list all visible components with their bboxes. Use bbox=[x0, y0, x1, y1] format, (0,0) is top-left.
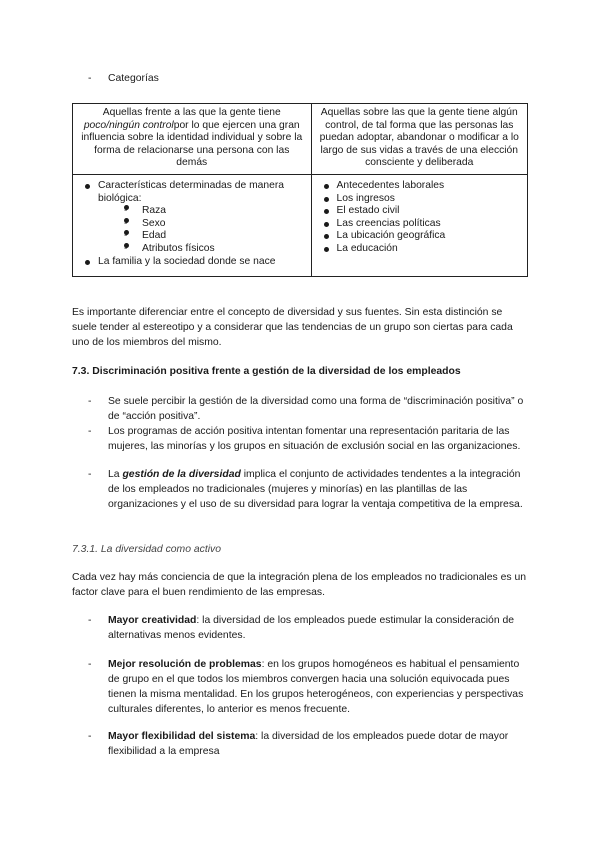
dash-marker: - bbox=[88, 731, 92, 742]
list-item: La ubicación geográfica bbox=[337, 230, 523, 243]
section-item-1: - Se suele percibir la gestión de la diversidad como una forma de “discriminación positiva” o de “acción positiva”. bbox=[88, 396, 524, 422]
list-item: - Edad bbox=[142, 230, 306, 243]
benefit-title: Mejor resolución de problemas bbox=[108, 659, 262, 670]
table-header-right: Aquellas sobre las que la gente tiene algún control, de tal forma que las personas las puedan adoptar, abandonar o modificar a lo largo de sus vidas a través de una elección consciente y deliberada bbox=[311, 104, 528, 175]
benefit-title: Mayor creatividad bbox=[108, 615, 197, 626]
categorias-label: Categorías bbox=[108, 73, 159, 84]
table-cell-right bbox=[311, 174, 528, 276]
section-item-3: - La gestión de la diversidad implica el conjunto de actividades tendentes a la integración de los empleados no tradicionales (mujeres y minorías) en las plantillas de las organizaciones y el uso de su diversidad para lograr la ventaja competitiva de la empresa. bbox=[88, 469, 523, 510]
dash-marker: - bbox=[88, 615, 92, 626]
table-cell-left bbox=[73, 174, 312, 276]
gestion-term: gestión de la diversidad bbox=[122, 469, 241, 480]
italic-emphasis: poco/ningún control bbox=[83, 119, 174, 131]
list-item: - Atributos físicos bbox=[142, 243, 306, 256]
dash-marker: - bbox=[88, 469, 92, 480]
list-item: La familia y la sociedad donde se nace bbox=[98, 256, 306, 269]
list-item: Los ingresos bbox=[337, 193, 523, 206]
list-item: El estado civil bbox=[337, 205, 523, 218]
list-item: - Raza bbox=[142, 205, 306, 218]
benefit-title: Mayor flexibilidad del sistema bbox=[108, 731, 256, 742]
list-item: - Sexo bbox=[142, 218, 306, 231]
list-item: La educación bbox=[337, 243, 523, 256]
benefit-item-2: - Mejor resolución de problemas: en los grupos homogéneos es habitual el pensamiento de grupo en el que todos los miembros convergen hacia una solución equivocada pues tienen la misma mentalidad. En los grupos heterogéneos, con experiencias y perspectivas culturales diferentes, lo anterior es menos frecuente. bbox=[88, 659, 524, 715]
subsection-heading: 7.3.1. La diversidad como activo bbox=[72, 544, 222, 555]
intro-paragraph: Es importante diferenciar entre el concepto de diversidad y sus fuentes. Sin esta distinción se suele tender al estereotipo y a considerar que las tendencias de un grupo son ciertas para cada uno de los miembros del mismo. bbox=[72, 307, 513, 348]
categorias-item bbox=[88, 71, 528, 86]
activo-paragraph: Cada vez hay más conciencia de que la integración plena de los empleados no tradicionales es un factor clave para el buen rendimiento de las empresas. bbox=[72, 572, 527, 598]
categories-table bbox=[72, 103, 528, 277]
table-header-left: Aquellas frente a las que la gente tiene poco/ningún controlpor lo que ejercen una gran influencia sobre la identidad individual y sobre la forma de relacionarse una persona con las demás bbox=[73, 104, 312, 175]
list-item: Características determinadas de manera biológica: - Raza - Sexo - Edad - Atributos físicos bbox=[98, 180, 306, 256]
list-item: Las creencias políticas bbox=[337, 218, 523, 231]
section-item-2: - Los programas de acción positiva intentan fomentar una representación paritaria de las mujeres, las minorías y los grupos en situación de exclusión social en las organizaciones. bbox=[88, 426, 521, 452]
dash-marker: - bbox=[88, 426, 92, 437]
section-heading: 7.3. Discriminación positiva frente a gestión de la diversidad de los empleados bbox=[72, 366, 461, 377]
dash-marker: - bbox=[88, 659, 92, 670]
benefit-item-1: - Mayor creatividad: la diversidad de los empleados puede estimular la consideración de alternativas menos evidentes. bbox=[88, 615, 515, 641]
dash-marker: - bbox=[88, 396, 92, 407]
dash-marker: - bbox=[88, 73, 92, 84]
list-item: Antecedentes laborales bbox=[337, 180, 523, 193]
benefit-item-3: - Mayor flexibilidad del sistema: la diversidad de los empleados puede dotar de mayor flexibilidad a la empresa bbox=[88, 731, 509, 757]
